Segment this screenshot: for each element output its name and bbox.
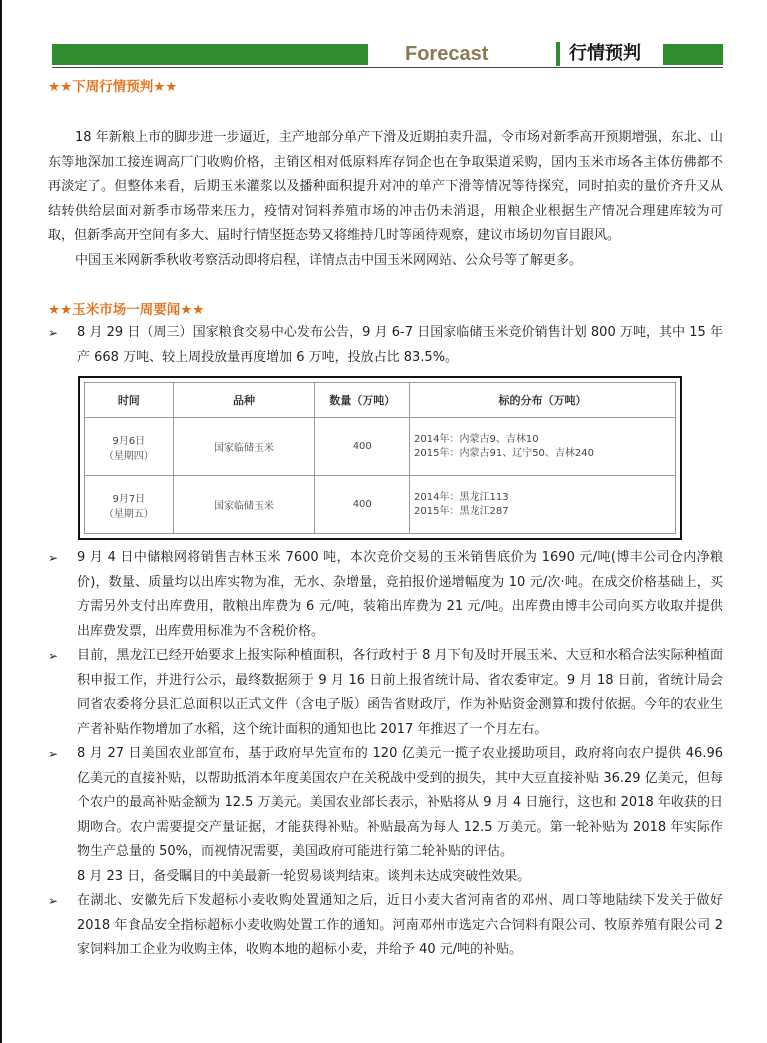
- news-followup-text: 8 月 23 日，备受瞩目的中美最新一轮贸易谈判结束。谈判未达成突破性效果。: [77, 868, 531, 884]
- news-item: [48, 889, 723, 963]
- news-item: [48, 321, 723, 370]
- bullet-arrow-icon: ➢: [48, 649, 59, 663]
- promo-paragraph: 中国玉米网新季秋收考察活动即将启程，详情点击中国玉米网网站、公众号等了解更多。: [75, 252, 583, 268]
- header-forecast-label: Forecast: [405, 43, 489, 65]
- header-separator: [556, 42, 560, 66]
- header-underline: [52, 67, 723, 68]
- weekday-text: （星期四）: [103, 450, 154, 462]
- bullet-arrow-icon: ➢: [48, 894, 59, 908]
- forecast-paragraph: 18 年新粮上市的脚步进一步逼近，主产地部分单产下滑及近期拍卖升温，令市场对新季高开预期增强，东北、山东等地深加工接连调高厂门收购价格，主销区相对低原料库存饲企也在争取渠道采购，国内玉米市场各主体仿佛都不再淡定了。但整体来看，后期玉米灌浆以及播种面积提升对冲的单产下滑等情况等待探究，同时拍卖的量价齐升又从结转供给层面对新季市场带来压力，疫情对饲料养殖市场的冲击仍未消退，用粮企业根据生产情况合理建库较为可取，但新季高开空间有多大、届时行情坚挺态势又将维持几时等函待观察，建议市场切勿盲目跟风。: [48, 130, 723, 243]
- date-text: 9月7日: [112, 493, 146, 505]
- table-header-cell: 数量（万吨）: [315, 383, 410, 418]
- bullet-arrow-icon: ➢: [48, 326, 59, 340]
- news-item: [48, 644, 723, 742]
- weekday-text: （星期五）: [103, 508, 154, 520]
- date-text: 9月6日: [112, 435, 146, 447]
- table-header-cell: 时间: [85, 383, 174, 418]
- page-content: [48, 72, 723, 963]
- header-green-bar-right: [663, 44, 723, 65]
- news-item-text: 8 月 27 日美国农业部宣布，基于政府早先宣布的 120 亿美元一揽子农业援助项目，政府将向农户提供 46.96 亿美元的直接补贴，以帮助抵消本年度美国农户在关税战中受到的损失，其中大豆直接补贴 36.29 亿美元，但每个农户的最高补贴金额为 12.5 万美元。美国农业部长表示，补贴将从 9 月 4 日施行，这也和 2018 年收获的日期吻合。农户需要提交产量证据，才能获得补贴。补贴最高为每人 12.5 万美元。第一轮补贴为 2018 年实际作物生产总量的 50%，而视情况需要，美国政府可能进行第二轮补贴的评估。: [77, 746, 723, 859]
- table-cell-variety: 国家临储玉米: [173, 418, 315, 476]
- distribution-line: 2015年：内蒙古91、辽宁50、吉林240: [414, 447, 595, 459]
- table-header-cell: 品种: [173, 383, 315, 418]
- table-header-row: [85, 383, 676, 418]
- auction-table: [84, 382, 676, 534]
- page-left-border: [0, 0, 2, 1043]
- news-item-text: 目前，黑龙江已经开始要求上报实际种植面积，各行政村于 8 月下旬及时开展玉米、大豆和水稻合法实际种植面积申报工作，并进行公示，最终数据须于 9 月 16 日前上报省统计局、省农委审定。9 月 18 日前，省统计局会同省农委将分县汇总面积以正式文件（含电子版）函告省财政厅，作为补贴资金测算和拨付依据。今年的农业生产者补贴作物增加了水稻，这个统计面积的通知也比 2017 年推迟了一个月左右。: [77, 648, 723, 737]
- table-cell-date: [85, 418, 174, 476]
- table-cell-date: [85, 476, 174, 534]
- news-item-text: 9 月 4 日中储粮网将销售吉林玉米 7600 吨，本次竞价交易的玉米销售底价为 1690 元/吨(博丰公司仓内净粮价)，数量、质量均以出库实物为准，无水、杂增量，竞拍报价递增幅度为 10 元/次·吨。在成交价格基础上，买方需另外支付出库费用，散粮出库费为 6 元/吨，装箱出库费为 21 元/吨。出库费由博丰公司向买方收取并提供出库费发票，出库费用标准为不含税价格。: [77, 550, 723, 639]
- table-cell-distribution: [410, 418, 676, 476]
- news-item: [48, 546, 723, 644]
- section-title-forecast: ★★下周行情预判★★: [48, 79, 178, 95]
- section-title-news: ★★玉米市场一周要闻★★: [48, 302, 205, 318]
- header-section-title: 行情预判: [569, 43, 641, 64]
- distribution-line: 2014年：内蒙古9、吉林10: [414, 433, 539, 445]
- auction-table-frame: [78, 376, 682, 540]
- table-cell-qty: 400: [315, 418, 410, 476]
- header-green-bar-left: [52, 44, 368, 65]
- table-cell-qty: 400: [315, 476, 410, 534]
- distribution-line: 2014年：黑龙江113: [414, 491, 509, 503]
- table-cell-distribution: [410, 476, 676, 534]
- news-item-text: 在湖北、安徽先后下发超标小麦收购处置通知之后，近日小麦大省河南省的邓州、周口等地陆续下发关于做好 2018 年食品安全指标超标小麦收购处置工作的通知。河南邓州市选定六合饲料有限公司、牧原养殖有限公司 2 家饲料加工企业为收购主体，收购本地的超标小麦，并给予 40 元/吨的补贴。: [77, 893, 723, 957]
- bullet-arrow-icon: ➢: [48, 747, 59, 761]
- table-header-cell: 标的分布（万吨）: [410, 383, 676, 418]
- bullet-arrow-icon: ➢: [48, 551, 59, 565]
- distribution-line: 2015年：黑龙江287: [414, 505, 509, 517]
- table-row: [85, 476, 676, 534]
- table-cell-variety: 国家临储玉米: [173, 476, 315, 534]
- news-item-text: 8 月 29 日（周三）国家粮食交易中心发布公告，9 月 6-7 日国家临储玉米竞价销售计划 800 万吨，其中 15 年产 668 万吨、较上周投放量再度增加 6 万吨，投放占比 83.5%。: [77, 325, 723, 365]
- news-item: [48, 742, 723, 865]
- table-row: [85, 418, 676, 476]
